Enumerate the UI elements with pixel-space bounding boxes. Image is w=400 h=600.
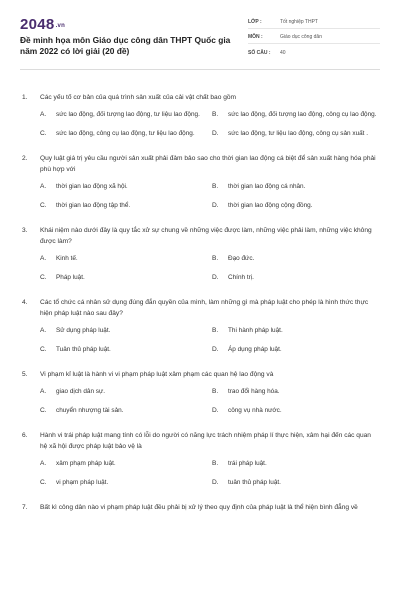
meta-label: LỚP :: [248, 19, 262, 25]
question-number: 1.: [22, 94, 28, 101]
option-text: Chính trị.: [228, 274, 254, 281]
option-letter: C.: [40, 202, 47, 209]
answer-option[interactable]: [40, 406, 212, 416]
question-text-row: [22, 92, 380, 103]
answer-option[interactable]: [212, 201, 384, 211]
answer-option[interactable]: [40, 129, 212, 139]
option-letter: D.: [212, 479, 219, 486]
answer-options: [22, 326, 380, 355]
answer-option[interactable]: [212, 326, 384, 336]
answer-options: [22, 110, 380, 139]
question-number: 3.: [22, 227, 28, 234]
answer-option[interactable]: [212, 478, 384, 488]
answer-option[interactable]: [40, 326, 212, 336]
answer-options: [22, 387, 380, 416]
option-text: thời gian lao động cộng đồng.: [228, 202, 313, 209]
question-item: [22, 153, 380, 211]
meta-value: Giáo dục công dân: [280, 34, 322, 40]
question-number: 4.: [22, 299, 28, 306]
question-text-row: [22, 297, 380, 319]
option-letter: A.: [40, 388, 47, 395]
header-left: [20, 14, 248, 69]
option-text: xâm phạm pháp luật.: [56, 460, 116, 467]
option-letter: B.: [212, 460, 219, 467]
option-letter: C.: [40, 479, 47, 486]
meta-class: [248, 16, 380, 29]
option-letter: A.: [40, 255, 47, 262]
option-letter: B.: [212, 183, 219, 190]
option-text: Pháp luật.: [56, 274, 85, 281]
question-number: 5.: [22, 371, 28, 378]
option-text: thời gian lao động tập thể.: [56, 202, 131, 209]
answer-options: [22, 254, 380, 283]
document-header: [20, 14, 380, 70]
option-text: trái pháp luật.: [228, 460, 267, 467]
answer-option[interactable]: [40, 182, 212, 192]
option-letter: D.: [212, 346, 219, 353]
question-item: [22, 92, 380, 139]
answer-option[interactable]: [212, 273, 384, 283]
answer-option[interactable]: [212, 129, 384, 139]
option-text: Áp dụng pháp luật.: [228, 346, 282, 353]
answer-option[interactable]: [212, 110, 384, 120]
answer-option[interactable]: [212, 254, 384, 264]
option-letter: D.: [212, 407, 219, 414]
question-text: Vi phạm kỉ luật là hành vi vi phạm pháp luật xâm phạm các quan hệ lao động và: [40, 371, 274, 378]
answer-option[interactable]: [40, 201, 212, 211]
answer-option[interactable]: [212, 182, 384, 192]
question-item: [22, 369, 380, 416]
option-letter: B.: [212, 388, 219, 395]
answer-option[interactable]: [212, 459, 384, 469]
option-letter: D.: [212, 130, 219, 137]
question-number: 2.: [22, 155, 28, 162]
document-title: Đề minh họa môn Giáo dục công dân THPT Quốc gia năm 2022 có lời giải (20 đề): [20, 35, 231, 56]
question-item: [22, 502, 380, 513]
meta-subject: [248, 31, 380, 44]
option-letter: C.: [40, 274, 47, 281]
answer-option[interactable]: [40, 387, 212, 397]
option-letter: A.: [40, 327, 47, 334]
answer-option[interactable]: [212, 387, 384, 397]
option-letter: C.: [40, 346, 47, 353]
option-text: Sử dụng pháp luật.: [56, 327, 111, 334]
option-text: thời gian lao động xã hội.: [56, 183, 128, 190]
answer-option[interactable]: [40, 110, 212, 120]
option-text: Kinh tế.: [56, 255, 78, 262]
answer-option[interactable]: [40, 345, 212, 355]
option-letter: B.: [212, 111, 219, 118]
option-text: sức lao động, đối tượng lao động, tư liệu lao động.: [56, 111, 200, 118]
option-text: vi phạm pháp luật.: [56, 479, 109, 486]
question-text: Quy luật giá trị yêu cầu người sản xuất phải đảm bảo sao cho thời gian lao động cá biệt để sản xuất hàng hóa phải phù hợp với: [40, 155, 376, 173]
meta-question-count: [248, 46, 380, 59]
question-item: [22, 225, 380, 283]
option-text: trao đổi hàng hóa.: [228, 388, 280, 395]
question-text-row: [22, 430, 380, 452]
question-item: [22, 430, 380, 488]
option-text: Tuân thủ pháp luật.: [56, 346, 111, 353]
option-text: tuân thủ pháp luật.: [228, 479, 281, 486]
logo-suffix: .vn: [55, 23, 66, 29]
option-letter: C.: [40, 130, 47, 137]
option-text: sức lao động, tư liệu lao động, công cụ sản xuất .: [228, 130, 369, 137]
question-text: Các tổ chức cá nhân sử dụng đúng đắn quyền của mình, làm những gì mà pháp luật cho phép là hình thức thực hiện pháp luật nào sau đây?: [40, 299, 369, 317]
question-item: [22, 297, 380, 355]
site-logo[interactable]: [20, 16, 248, 33]
document-meta: [248, 14, 380, 69]
option-text: thời gian lao động cá nhân.: [228, 183, 306, 190]
option-letter: D.: [212, 202, 219, 209]
question-list: [20, 70, 380, 513]
answer-options: [22, 459, 380, 488]
option-text: sức lao động, đối tượng lao động, công cụ lao động.: [228, 111, 377, 118]
option-letter: A.: [40, 111, 47, 118]
option-letter: B.: [212, 327, 219, 334]
answer-option[interactable]: [40, 273, 212, 283]
meta-value: Tốt nghiệp THPT: [280, 19, 318, 25]
question-number: 6.: [22, 432, 28, 439]
question-text: Các yếu tố cơ bản của quá trình sản xuất của cải vật chất bao gồm: [40, 94, 237, 101]
answer-option[interactable]: [40, 478, 212, 488]
answer-option[interactable]: [212, 345, 384, 355]
answer-option[interactable]: [40, 254, 212, 264]
option-text: chuyển nhượng tài sản.: [56, 407, 124, 414]
question-text-row: [22, 369, 380, 380]
meta-label: MÔN :: [248, 34, 263, 40]
question-text-row: [22, 502, 380, 513]
option-text: sức lao động, công cụ lao động, tư liệu lao động.: [56, 130, 195, 137]
question-text-row: [22, 153, 380, 175]
option-letter: A.: [40, 460, 47, 467]
answer-option[interactable]: [40, 459, 212, 469]
option-text: Thi hành pháp luật.: [228, 327, 283, 334]
option-text: công vụ nhà nước.: [228, 407, 282, 414]
option-letter: B.: [212, 255, 219, 262]
option-letter: D.: [212, 274, 219, 281]
answer-options: [22, 182, 380, 211]
answer-option[interactable]: [212, 406, 384, 416]
question-text: Hành vi trái pháp luật mang tính có lỗi do người có năng lực trách nhiệm pháp lí thực hiện, xâm hại đến các quan hệ xã hội được pháp luật bảo vệ là: [40, 432, 371, 450]
question-number: 7.: [22, 504, 28, 511]
question-text-row: [22, 225, 380, 247]
meta-label: SỐ CÂU :: [248, 49, 271, 56]
option-text: giao dịch dân sự.: [56, 388, 106, 395]
option-letter: C.: [40, 407, 47, 414]
logo-text: 2048: [20, 16, 55, 33]
option-text: Đạo đức.: [228, 255, 255, 262]
meta-value: 40: [280, 49, 286, 56]
question-text: Bất kì công dân nào vi phạm pháp luật đều phải bị xử lý theo quy định của pháp luật là thể hiện bình đẳng về: [40, 504, 358, 511]
question-text: Khái niệm nào dưới đây là quy tắc xử sự chung về những việc được làm, những việc phải làm, những việc không được làm?: [40, 227, 372, 245]
option-letter: A.: [40, 183, 47, 190]
